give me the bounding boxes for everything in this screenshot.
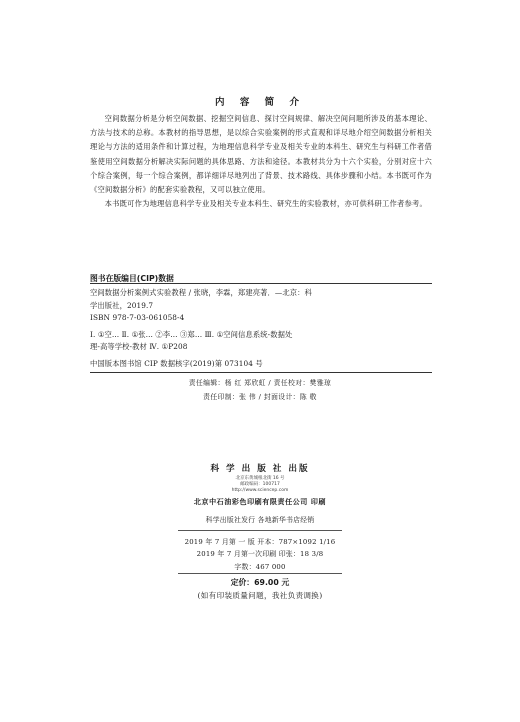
divider-rule-1 [178,530,342,531]
cip-line-classification: Ⅰ. ①空… Ⅱ. ①张… ②李… ③郑… Ⅲ. ①空间信息系统-数据处 [90,329,293,339]
cip-data-block [90,287,432,371]
cip-line-title: 空间数据分析案例式实验教程 / 张晓，李霖，郑建亮著．—北京：科 [90,288,312,297]
divider-rule-2 [178,573,342,574]
publisher-address: 北京东黄城根北街 16 号 [235,476,285,481]
distribution-line: 科学出版社发行 各地新华书店经销 [205,516,315,524]
cip-top-rule [90,283,432,284]
edition-line-1: 2019 年 7 月第 一 版 开本：787×1092 1/16 [184,538,336,546]
cip-bottom-rule [90,372,432,373]
cip-line-classification-cont: 理-高等学校-教材 Ⅳ. ①P208 [90,342,188,352]
intro-paragraph-1: 空间数据分析是分析空间数据、挖掘空间信息、探讨空间规律、解决空间问题所涉及的基本理论、方法与技术的总称。本教材的指导思想，是以综合实验案例的形式直观和详尽地介绍空间数据分析相关理论与方法的适用条件和计算过程，为地理信息科学专业及相关专业的本科生、研究生与科研工作者借鉴使用空间数据分析解决实际问题的具体思路、方法和途径。本教材共分为十六个实验，分别对应十六个综合案例，每一个综合案例，都详细详尽地列出了背景、技术路线、具体步骤和小结。本书既可作为《空间数据分析》的配套实验教程，又可以独立使用。 [90,114,432,195]
edition-line-2: 2019 年 7 月第一次印刷 印张：18 3/8 [196,550,324,558]
word-count: 字数：467 000 [234,563,286,571]
credits-production: 责任印制：张 伟 / 封面设计：陈 敬 [203,393,317,401]
quality-notice: (如有印装质量问题，我社负责调换) [197,591,323,600]
introduction-section [90,112,432,211]
credits-editors: 责任编辑：杨 红 郑欣虹 / 责任校对：樊雅琼 [188,379,332,387]
page-title: 内 容 简 介 [215,97,305,108]
intro-paragraph-2: 本书既可作为地理信息科学专业及相关专业本科生、研究生的实验教材，亦可供科研工作者参考。 [104,199,427,209]
cip-line-publisher: 学出版社，2019.7 [90,300,154,310]
publisher-postcode: 邮政编码：100717 [240,482,280,487]
printer-line: 北京中石油彩色印刷有限责任公司 印刷 [193,498,327,506]
publisher-website: http://www.sciencep.com [231,488,289,493]
price-label: 定价：69.00 元 [230,578,290,587]
cip-line-isbn: ISBN 978-7-03-061058-4 [90,313,185,323]
cip-heading: 图书在版编目(CIP)数据 [90,274,174,283]
publisher-name: 科 学 出 版 社 出版 [210,464,310,474]
cip-line-library-record: 中国版本图书馆 CIP 数据核字(2019)第 073104 号 [90,358,263,368]
